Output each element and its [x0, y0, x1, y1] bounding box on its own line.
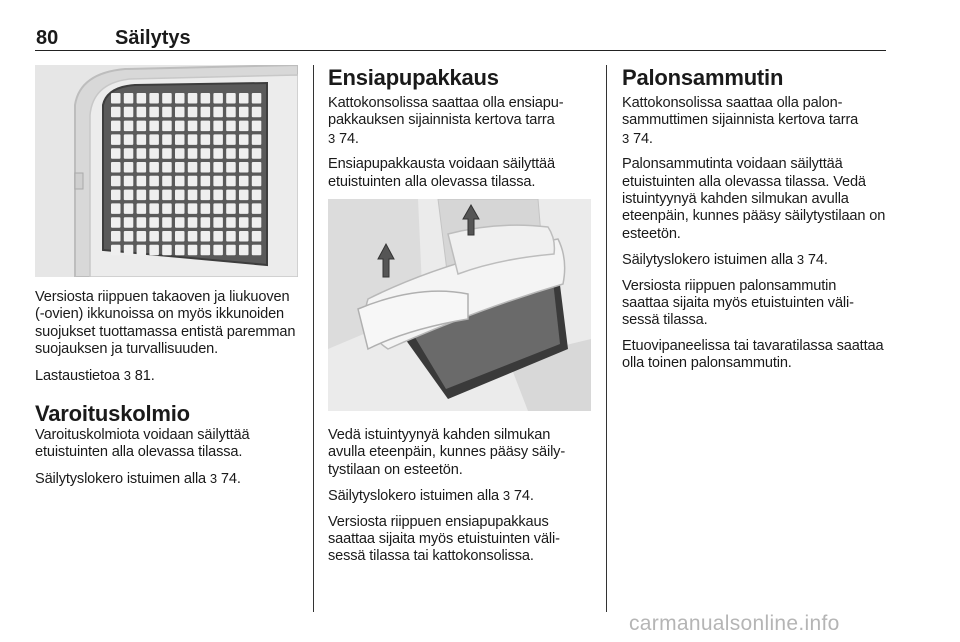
window-guard-paragraph: Versiosta riippuen takaoven ja liukuoven (-ovien) ikkunoissa on myös ikkunoiden suojukset tuottamassa entistä paremman suojauksen ja turvallisuuden.: [35, 289, 296, 358]
page-ref-arrow-icon: 3: [796, 252, 804, 268]
column-first-aid: [328, 65, 591, 574]
fire-ext-paragraph-3: [622, 251, 886, 269]
section-heading-fire-extinguisher: Palonsammutin: [622, 65, 784, 90]
column-fire-extinguisher: [622, 65, 886, 381]
fire-ext-paragraph-4: Versiosta riippuen palonsammutin saattaa sijaita myös etuistuinten välisessä tilassa.: [622, 277, 854, 329]
cargo-ref-page: 81.: [134, 367, 155, 384]
first-aid-paragraph-5: Versiosta riippuen ensiapupakkaus saattaa sijaita myös etuistuinten välisessä tilassa tai kattokonsolissa.: [328, 513, 560, 565]
warning-triangle-paragraph: Varoituskolmiota voidaan säilyttää etuistuinten alla olevassa tilassa.: [35, 427, 250, 461]
section-heading-first-aid: Ensiapupakkaus: [328, 65, 499, 90]
first-aid-paragraph-1: [328, 95, 591, 148]
column-divider: [606, 65, 607, 612]
storage-ref-text: Säilytyslokero istuimen alla: [622, 252, 793, 269]
first-aid-paragraph-2: Ensiapupakkausta voidaan säilyttää etuistuinten alla olevassa tilassa.: [328, 156, 555, 190]
fire-ext-paragraph-1: [622, 95, 886, 148]
warning-triangle-reference: [35, 470, 298, 488]
fire-ext-ref-page: 74.: [633, 130, 653, 147]
column-divider: [313, 65, 314, 612]
first-aid-label-text: Kattokonsolissa saattaa olla ensiapupakkauksen sijainnista kertova tarra: [328, 95, 564, 129]
storage-ref-page: 74.: [513, 488, 534, 505]
page-ref-arrow-icon: 3: [209, 470, 217, 486]
storage-ref-page: 74.: [807, 252, 828, 269]
page-ref-arrow-icon: 3: [622, 130, 630, 146]
window-guard-illustration: [35, 65, 298, 277]
storage-ref-text: Säilytyslokero istuimen alla: [328, 488, 499, 505]
first-aid-paragraph-3: Vedä istuintyynyä kahden silmukan avulla eteenpäin, kunnes pääsy säilytystilaan on esteetön.: [328, 427, 566, 478]
page-ref-arrow-icon: 3: [502, 488, 510, 504]
cargo-ref-text: Lastaustietoa: [35, 367, 120, 384]
storage-ref-page: 74.: [220, 470, 241, 487]
fire-ext-label-text: Kattokonsolissa saattaa olla palonsammuttimen sijainnista kertova tarra: [622, 95, 859, 129]
page-ref-arrow-icon: 3: [328, 130, 336, 146]
page-ref-arrow-icon: 3: [123, 367, 131, 383]
page-header: [35, 28, 886, 51]
watermark: carmanualsonline.info: [629, 612, 840, 635]
fire-ext-paragraph-2: Palonsammutinta voidaan säilyttää etuistuinten alla olevassa tilassa. Vedä istuintyynyä kahden silmukan avulla eteenpäin, kunnes pääsy säilytystilaan on esteetön.: [622, 156, 886, 242]
column-window-guards: [35, 65, 298, 496]
cargo-reference: [35, 367, 298, 385]
first-aid-ref-page: 74.: [339, 130, 359, 147]
first-aid-paragraph-4: [328, 487, 591, 505]
fire-ext-paragraph-5: Etuovipaneelissa tai tavaratilassa saattaa olla toinen palonsammutin.: [622, 337, 884, 372]
chapter-title: Säilytys: [115, 27, 191, 49]
section-heading-warning-triangle: Varoituskolmio: [35, 401, 190, 427]
storage-ref-text: Säilytyslokero istuimen alla: [35, 470, 206, 487]
seat-storage-illustration: [328, 199, 591, 411]
page-number: 80: [36, 27, 59, 49]
